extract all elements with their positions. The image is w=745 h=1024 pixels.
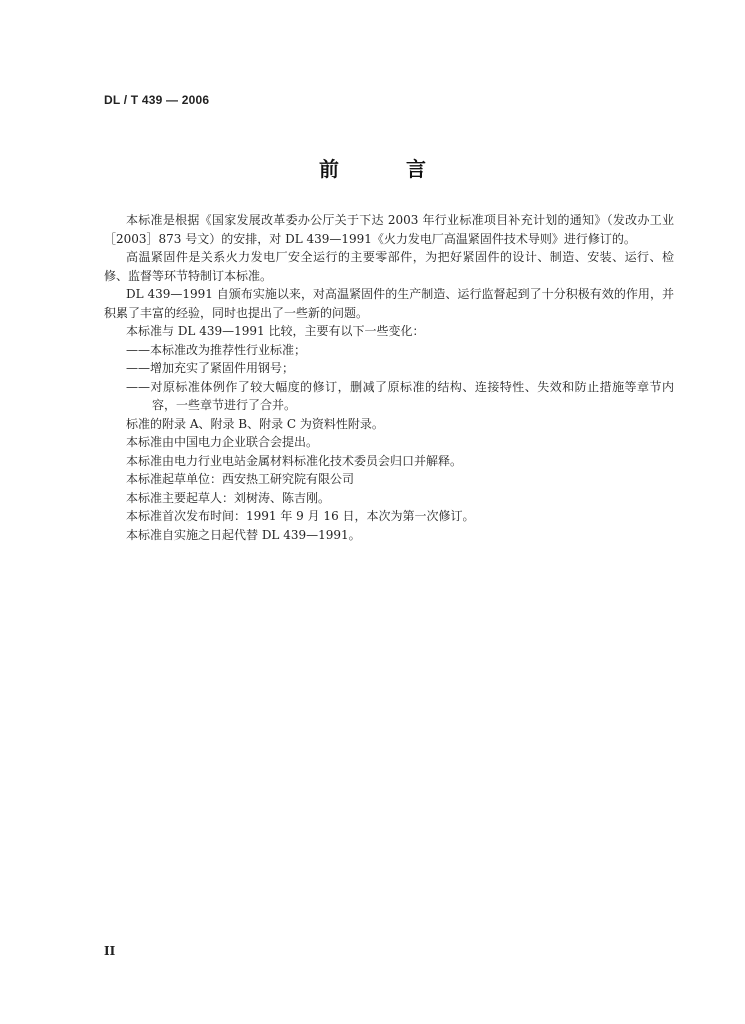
paragraph-drafters: 本标准主要起草人：刘树涛、陈吉刚。: [126, 490, 331, 505]
paragraph-importance: 高温紧固件是关系火力发电厂安全运行的主要零部件，为把好紧固件的设计、制造、安装、运行、检修、监督等环节特制订本标准。: [104, 250, 674, 283]
paragraph-interpreter: 本标准由电力行业电站金属材料标准化技术委员会归口并解释。: [126, 453, 463, 468]
paragraph-proposer: 本标准由中国电力企业联合会提出。: [126, 435, 319, 449]
paragraph-drafting-unit: 本标准起草单位：西安热工研究院有限公司: [126, 472, 355, 486]
paragraph-replacement: 本标准自实施之日起代替 DL 439—1991。: [126, 527, 361, 542]
change-item-1: ——本标准改为推荐性行业标准；: [126, 342, 307, 357]
change-item-3: ——对原标准体例作了较大幅度的修订，删减了原标准的结构、连接特性、失效和防止措施等章节内容，一些章节进行了合并。: [126, 379, 674, 412]
paragraph-appendix: 标准的附录 A、附录 B、附录 C 为资料性附录。: [126, 416, 384, 431]
page-number: II: [104, 944, 116, 958]
section-title: 前 言: [319, 157, 456, 181]
change-item-2: ——增加充实了紧固件用钢号；: [126, 361, 295, 375]
foreword-body: [104, 211, 674, 544]
paragraph-basis: 本标准是根据《国家发展改革委办公厅关于下达 2003 年行业标准项目补充计划的通知》（发改办工业［2003］873 号文）的安排，对 DL 439—1991《火力发电厂高温紧固件技术导则》进行修订的。: [104, 213, 674, 246]
paragraph-changes-intro: 本标准与 DL 439—1991 比较，主要有以下一些变化：: [126, 324, 425, 338]
standard-code-header: DL / T 439 — 2006: [104, 93, 210, 107]
paragraph-history: DL 439—1991 自颁布实施以来，对高温紧固件的生产制造、运行监督起到了十分积极有效的作用，并积累了丰富的经验，同时也提出了一些新的问题。: [104, 287, 674, 320]
paragraph-first-release: 本标准首次发布时间：1991 年 9 月 16 日，本次为第一次修订。: [126, 509, 475, 523]
